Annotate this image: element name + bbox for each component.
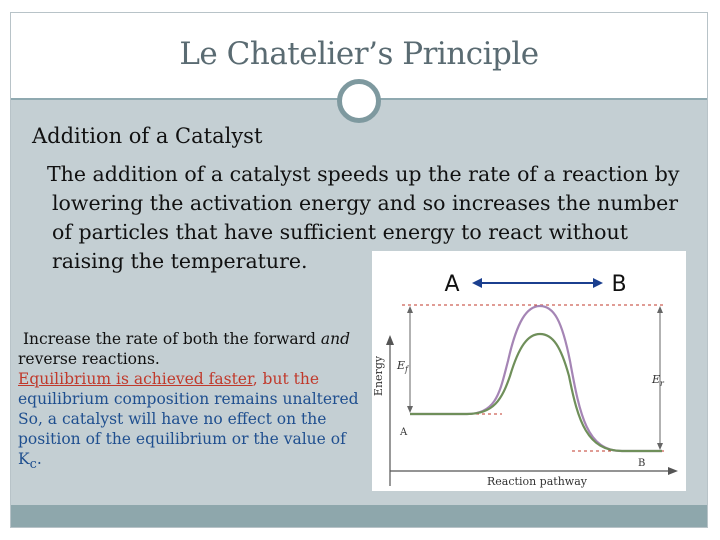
side-line: [18, 449, 368, 475]
side-line: So, a catalyst will have no effect on the: [18, 410, 327, 428]
x-axis-label: Reaction pathway: [487, 475, 587, 488]
k-symbol: K: [18, 450, 30, 468]
energy-diagram: [372, 251, 686, 491]
highlight-text: Equilibrium is achieved faster: [18, 370, 253, 388]
circle-ornament: [337, 79, 381, 123]
paragraph-line: lowering the activation energy and so increases the number: [52, 191, 679, 215]
er-label: $E_r$: [652, 373, 664, 388]
side-line: position of the equilibrium or the value of: [18, 430, 346, 448]
energy-diagram-svg: [372, 251, 686, 491]
equilibrium-arrow: [472, 278, 603, 288]
catalyzed-curve: [410, 334, 662, 451]
paragraph-line: of particles that have sufficient energy to react without: [52, 220, 628, 244]
slide-title: Le Chatelier’s Principle: [179, 36, 539, 72]
point-a-label: A: [400, 427, 408, 438]
section-heading: Addition of a Catalyst: [32, 124, 263, 148]
ef-label: $E_f$: [397, 359, 408, 374]
species-a-label: A: [444, 272, 460, 297]
side-text-part: , but the: [252, 370, 319, 388]
side-text-part: .: [36, 450, 42, 468]
paragraph-line: raising the temperature.: [52, 249, 308, 273]
side-notes: [18, 329, 368, 475]
point-b-label: B: [638, 458, 646, 469]
side-line: equilibrium composition remains unaltered: [18, 390, 359, 408]
ef-arrow: [407, 306, 413, 413]
x-axis: [390, 467, 678, 475]
species-b-label: B: [611, 272, 627, 297]
k-subscript: c: [29, 457, 37, 473]
y-axis: [386, 335, 394, 486]
side-text-part: Increase the rate of both the forward: [22, 330, 321, 348]
side-line: [18, 369, 368, 389]
side-line: [18, 329, 368, 349]
y-axis-label: Energy: [372, 355, 385, 397]
bottom-band: [11, 505, 707, 527]
side-line: reverse reactions.: [18, 350, 160, 368]
side-text-emphasis: and: [320, 330, 350, 348]
uncatalyzed-curve: [410, 306, 662, 451]
paragraph-line: The addition of a catalyst speeds up the rate of a reaction by: [47, 162, 680, 186]
